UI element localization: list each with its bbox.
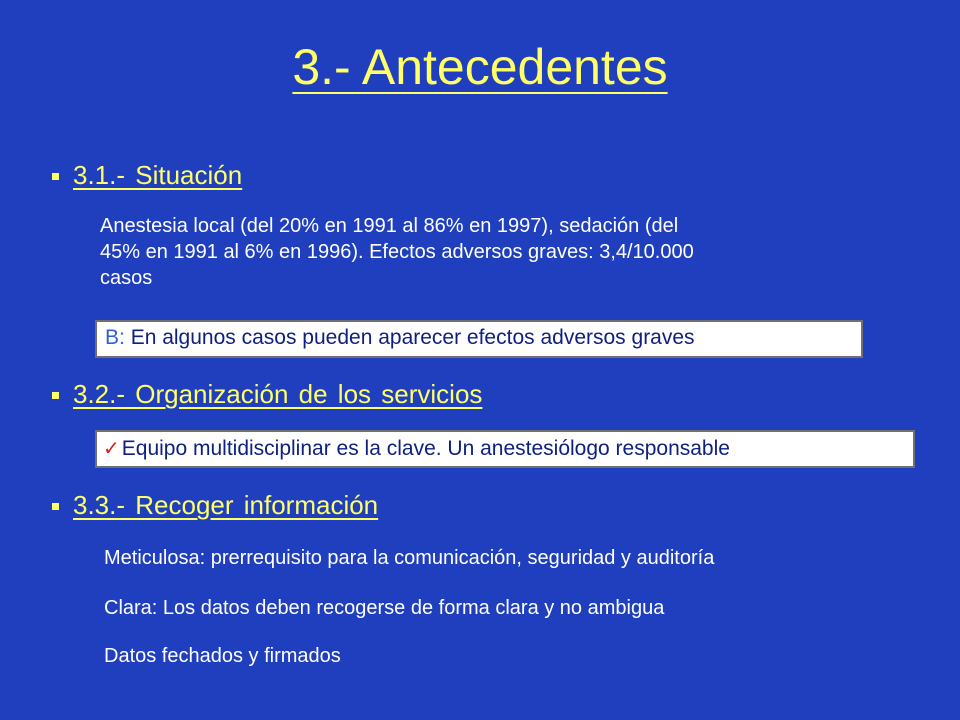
info-item: Meticulosa: prerrequisito para la comunicación, seguridad y auditoría (104, 547, 715, 569)
paragraph-line: casos (100, 267, 153, 289)
section-heading-situacion (52, 160, 242, 191)
section-heading-recoger (52, 490, 378, 521)
square-bullet-icon (52, 392, 59, 399)
section-heading-text: 3.3.- Recoger información (73, 490, 379, 520)
slide-title-text: 3.- Antecedentes (292, 39, 668, 95)
paragraph-line: 45% en 1991 al 6% en 1996). Efectos adversos graves: 3,4/10.000 (100, 241, 694, 263)
situation-paragraph (100, 213, 920, 291)
info-item: Clara: Los datos deben recogerse de forma clara y no ambigua (104, 597, 665, 619)
paragraph-line: Anestesia local (del 20% en 1991 al 86% en 1997), sedación (del (100, 215, 679, 237)
note-text: En algunos casos pueden aparecer efectos adversos graves (130, 326, 695, 349)
section-heading-organizacion (52, 379, 482, 410)
square-bullet-icon (52, 173, 59, 180)
square-bullet-icon (52, 503, 59, 510)
section-heading-text: 3.1.- Situación (73, 160, 243, 190)
checkmark-icon: ✓ (103, 438, 120, 460)
info-item: Datos fechados y firmados (104, 645, 341, 667)
section-heading-text: 3.2.- Organización de los servicios (73, 379, 483, 409)
note-prefix: B: (105, 326, 125, 349)
note-box-team (95, 430, 915, 468)
slide-title (0, 38, 960, 96)
note-text: Equipo multidisciplinar es la clave. Un anestesiólogo responsable (121, 437, 730, 460)
note-box-adverse-effects (95, 320, 863, 358)
